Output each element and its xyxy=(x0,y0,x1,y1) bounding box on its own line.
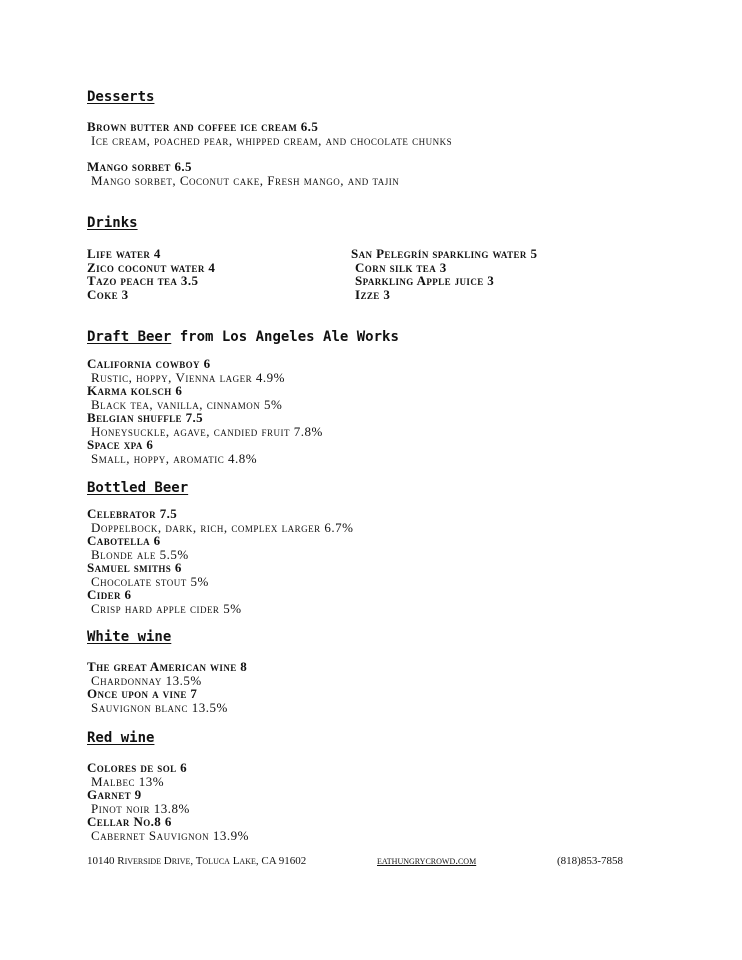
draft-beer-list xyxy=(87,357,323,465)
drink-item: San Pelegrín sparkling water 5 xyxy=(351,246,538,261)
beer-name: Karma kolsch 6 xyxy=(87,383,183,398)
desserts-list-2 xyxy=(87,160,399,187)
drink-item: Coke 3 xyxy=(87,286,129,302)
beer-name: Samuel smiths 6 xyxy=(87,560,182,575)
white-wine-list xyxy=(87,660,247,714)
beer-desc: Blonde ale 5.5% xyxy=(91,546,189,562)
wine-name: The great American wine 8 xyxy=(87,659,248,674)
wine-name: Once upon a vine 7 xyxy=(87,686,198,701)
wine-desc: Sauvignon blanc 13.5% xyxy=(91,699,228,715)
desserts-list xyxy=(87,120,452,147)
drink-item: Izze 3 xyxy=(355,286,391,302)
beer-desc: Rustic, hoppy, Vienna lager 4.9% xyxy=(91,369,285,385)
drink-item: Zico coconut water 4 xyxy=(87,259,216,275)
wine-desc: Malbec 13% xyxy=(91,773,165,789)
drinks-left-column xyxy=(87,247,215,301)
drink-item: Sparkling Apple juice 3 xyxy=(355,273,495,288)
beer-name: Cider 6 xyxy=(87,587,132,602)
wine-desc: Pinot noir 13.8% xyxy=(91,800,190,816)
footer-phone: (818)853-7858 xyxy=(557,855,623,867)
draft-beer-title: Draft Beer xyxy=(87,329,172,345)
wine-name: Colores de sol 6 xyxy=(87,760,188,775)
beer-name: Celebrator 7.5 xyxy=(87,506,178,521)
draft-beer-heading xyxy=(87,329,399,345)
beer-desc: Doppelbock, dark, rich, complex larger 6.7% xyxy=(91,519,354,535)
drink-item: Corn silk tea 3 xyxy=(355,259,447,275)
drinks-heading: Drinks xyxy=(87,215,138,231)
dessert-name: Mango sorbet 6.5 xyxy=(87,159,192,174)
draft-beer-subtitle: from Los Angeles Ale Works xyxy=(179,329,399,345)
beer-name: Space xpa 6 xyxy=(87,437,154,452)
wine-name: Cellar No.8 6 xyxy=(87,814,172,829)
dessert-name: Brown butter and coffee ice cream 6.5 xyxy=(87,119,319,134)
footer-website-link[interactable]: eathungrycrowd.com xyxy=(377,855,477,867)
wine-desc: Chardonnay 13.5% xyxy=(91,672,202,688)
beer-desc: Black tea, vanilla, cinnamon 5% xyxy=(91,396,283,412)
drink-item: Tazo peach tea 3.5 xyxy=(87,273,199,288)
bottled-beer-list xyxy=(87,507,354,615)
bottled-beer-heading: Bottled Beer xyxy=(87,480,189,496)
beer-desc: Small, hoppy, aromatic 4.8% xyxy=(91,450,258,466)
wine-desc: Cabernet Sauvignon 13.9% xyxy=(91,827,249,843)
beer-desc: Honeysuckle, agave, candied fruit 7.8% xyxy=(91,423,323,439)
drinks-right-column xyxy=(351,247,537,301)
dessert-desc: Mango sorbet, Coconut cake, Fresh mango, and tajin xyxy=(91,172,400,188)
footer-address: 10140 Riverside Drive, Toluca Lake, CA 91602 xyxy=(87,855,307,867)
drink-item: Life water 4 xyxy=(87,246,161,261)
beer-name: California cowboy 6 xyxy=(87,356,211,371)
beer-desc: Crisp hard apple cider 5% xyxy=(91,600,242,616)
beer-name: Belgian shuffle 7.5 xyxy=(87,410,204,425)
beer-desc: Chocolate stout 5% xyxy=(91,573,209,589)
red-wine-heading: Red wine xyxy=(87,730,155,746)
wine-name: Garnet 9 xyxy=(87,787,142,802)
desserts-heading: Desserts xyxy=(87,89,155,105)
white-wine-heading: White wine xyxy=(87,629,172,645)
red-wine-list xyxy=(87,761,249,842)
dessert-desc: Ice cream, poached pear, whipped cream, and chocolate chunks xyxy=(91,132,453,148)
beer-name: Cabotella 6 xyxy=(87,533,161,548)
